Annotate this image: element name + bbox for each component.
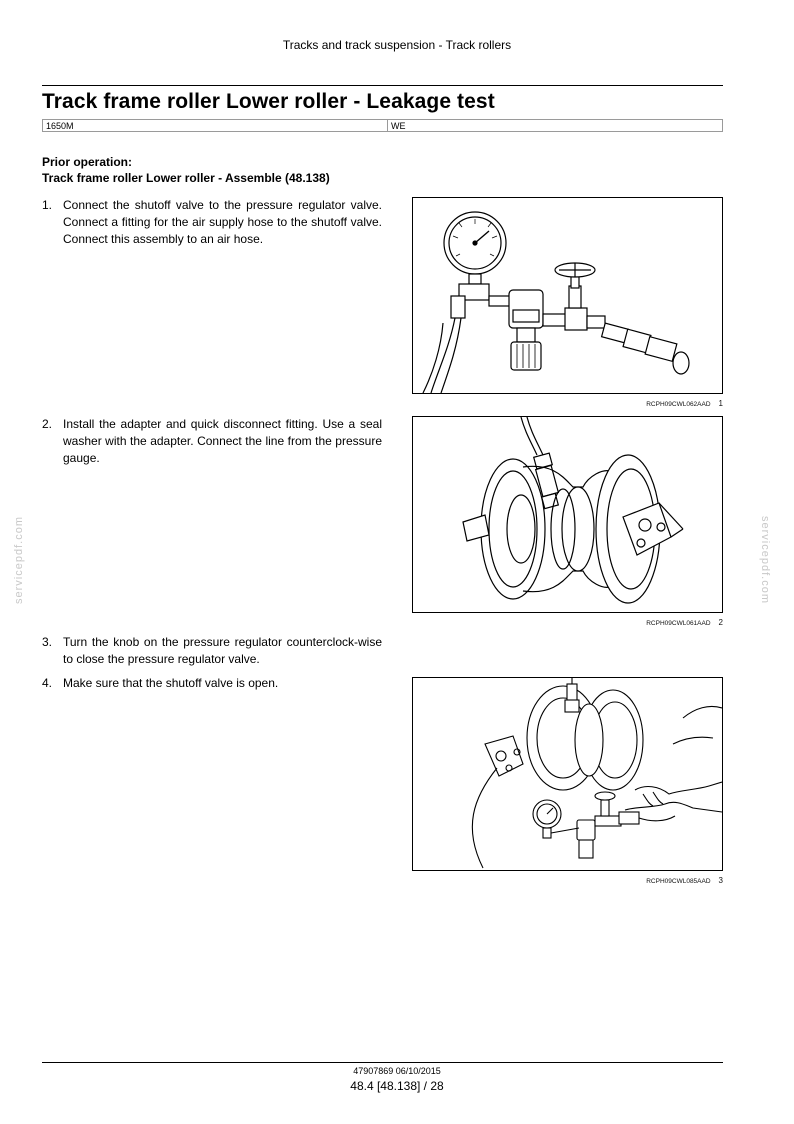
- step-4: [42, 675, 382, 692]
- step-number: 4.: [42, 676, 53, 690]
- figure-code: RCPH09CWL085AAD: [646, 878, 711, 885]
- region-cell: WE: [391, 121, 406, 131]
- prior-operation-label: Prior operation:: [42, 155, 133, 169]
- figure-2-track-roller: [412, 416, 723, 613]
- step-number: 1.: [42, 198, 53, 212]
- step-text: Make sure that the shutoff valve is open.: [63, 676, 279, 690]
- step-3: [42, 634, 382, 668]
- figure-3-caption: [560, 876, 723, 885]
- step-number: 2.: [42, 417, 53, 431]
- step-text: Turn the knob on the pressure regulator counterclock-wise to close the pressure regulator valve.: [63, 635, 382, 666]
- figure-2-caption: [560, 618, 723, 627]
- figure-3-test-setup: [412, 677, 723, 871]
- figure-number: 3: [718, 876, 723, 885]
- step-2: [42, 416, 382, 467]
- figure-1-regulator-assembly: [412, 197, 723, 394]
- footer-page-number: 48.4 [48.138] / 28: [350, 1079, 444, 1093]
- step-text: Connect the shutoff valve to the pressure regulator valve. Connect a fitting for the air supply hose to the shutoff valve. Connect this assembly to an air hose.: [63, 198, 382, 246]
- step-number: 3.: [42, 635, 53, 649]
- running-head: Tracks and track suspension - Track rollers: [282, 38, 512, 52]
- applicability-table: [42, 119, 723, 132]
- figure-number: 2: [718, 618, 723, 627]
- page-title: Track frame roller Lower roller - Leakage test: [42, 90, 495, 113]
- prior-operation-link[interactable]: Track frame roller Lower roller - Assemble (48.138): [42, 171, 330, 185]
- step-1: [42, 197, 382, 248]
- model-cell: 1650M: [43, 120, 388, 131]
- watermark-right: servicepdf.com: [759, 516, 771, 604]
- footer-rule: [42, 1062, 723, 1063]
- footer-document-number: 47907869 06/10/2015: [353, 1066, 441, 1076]
- figure-number: 1: [718, 399, 723, 408]
- figure-code: RCPH09CWL062AAD: [646, 401, 711, 408]
- figure-1-caption: [560, 399, 723, 408]
- figure-code: RCPH09CWL061AAD: [646, 620, 711, 627]
- step-text: Install the adapter and quick disconnect fitting. Use a seal washer with the adapter. Connect the line from the pressure gauge.: [63, 417, 382, 465]
- header-rule: [42, 85, 723, 86]
- watermark-left: servicepdf.com: [13, 516, 25, 604]
